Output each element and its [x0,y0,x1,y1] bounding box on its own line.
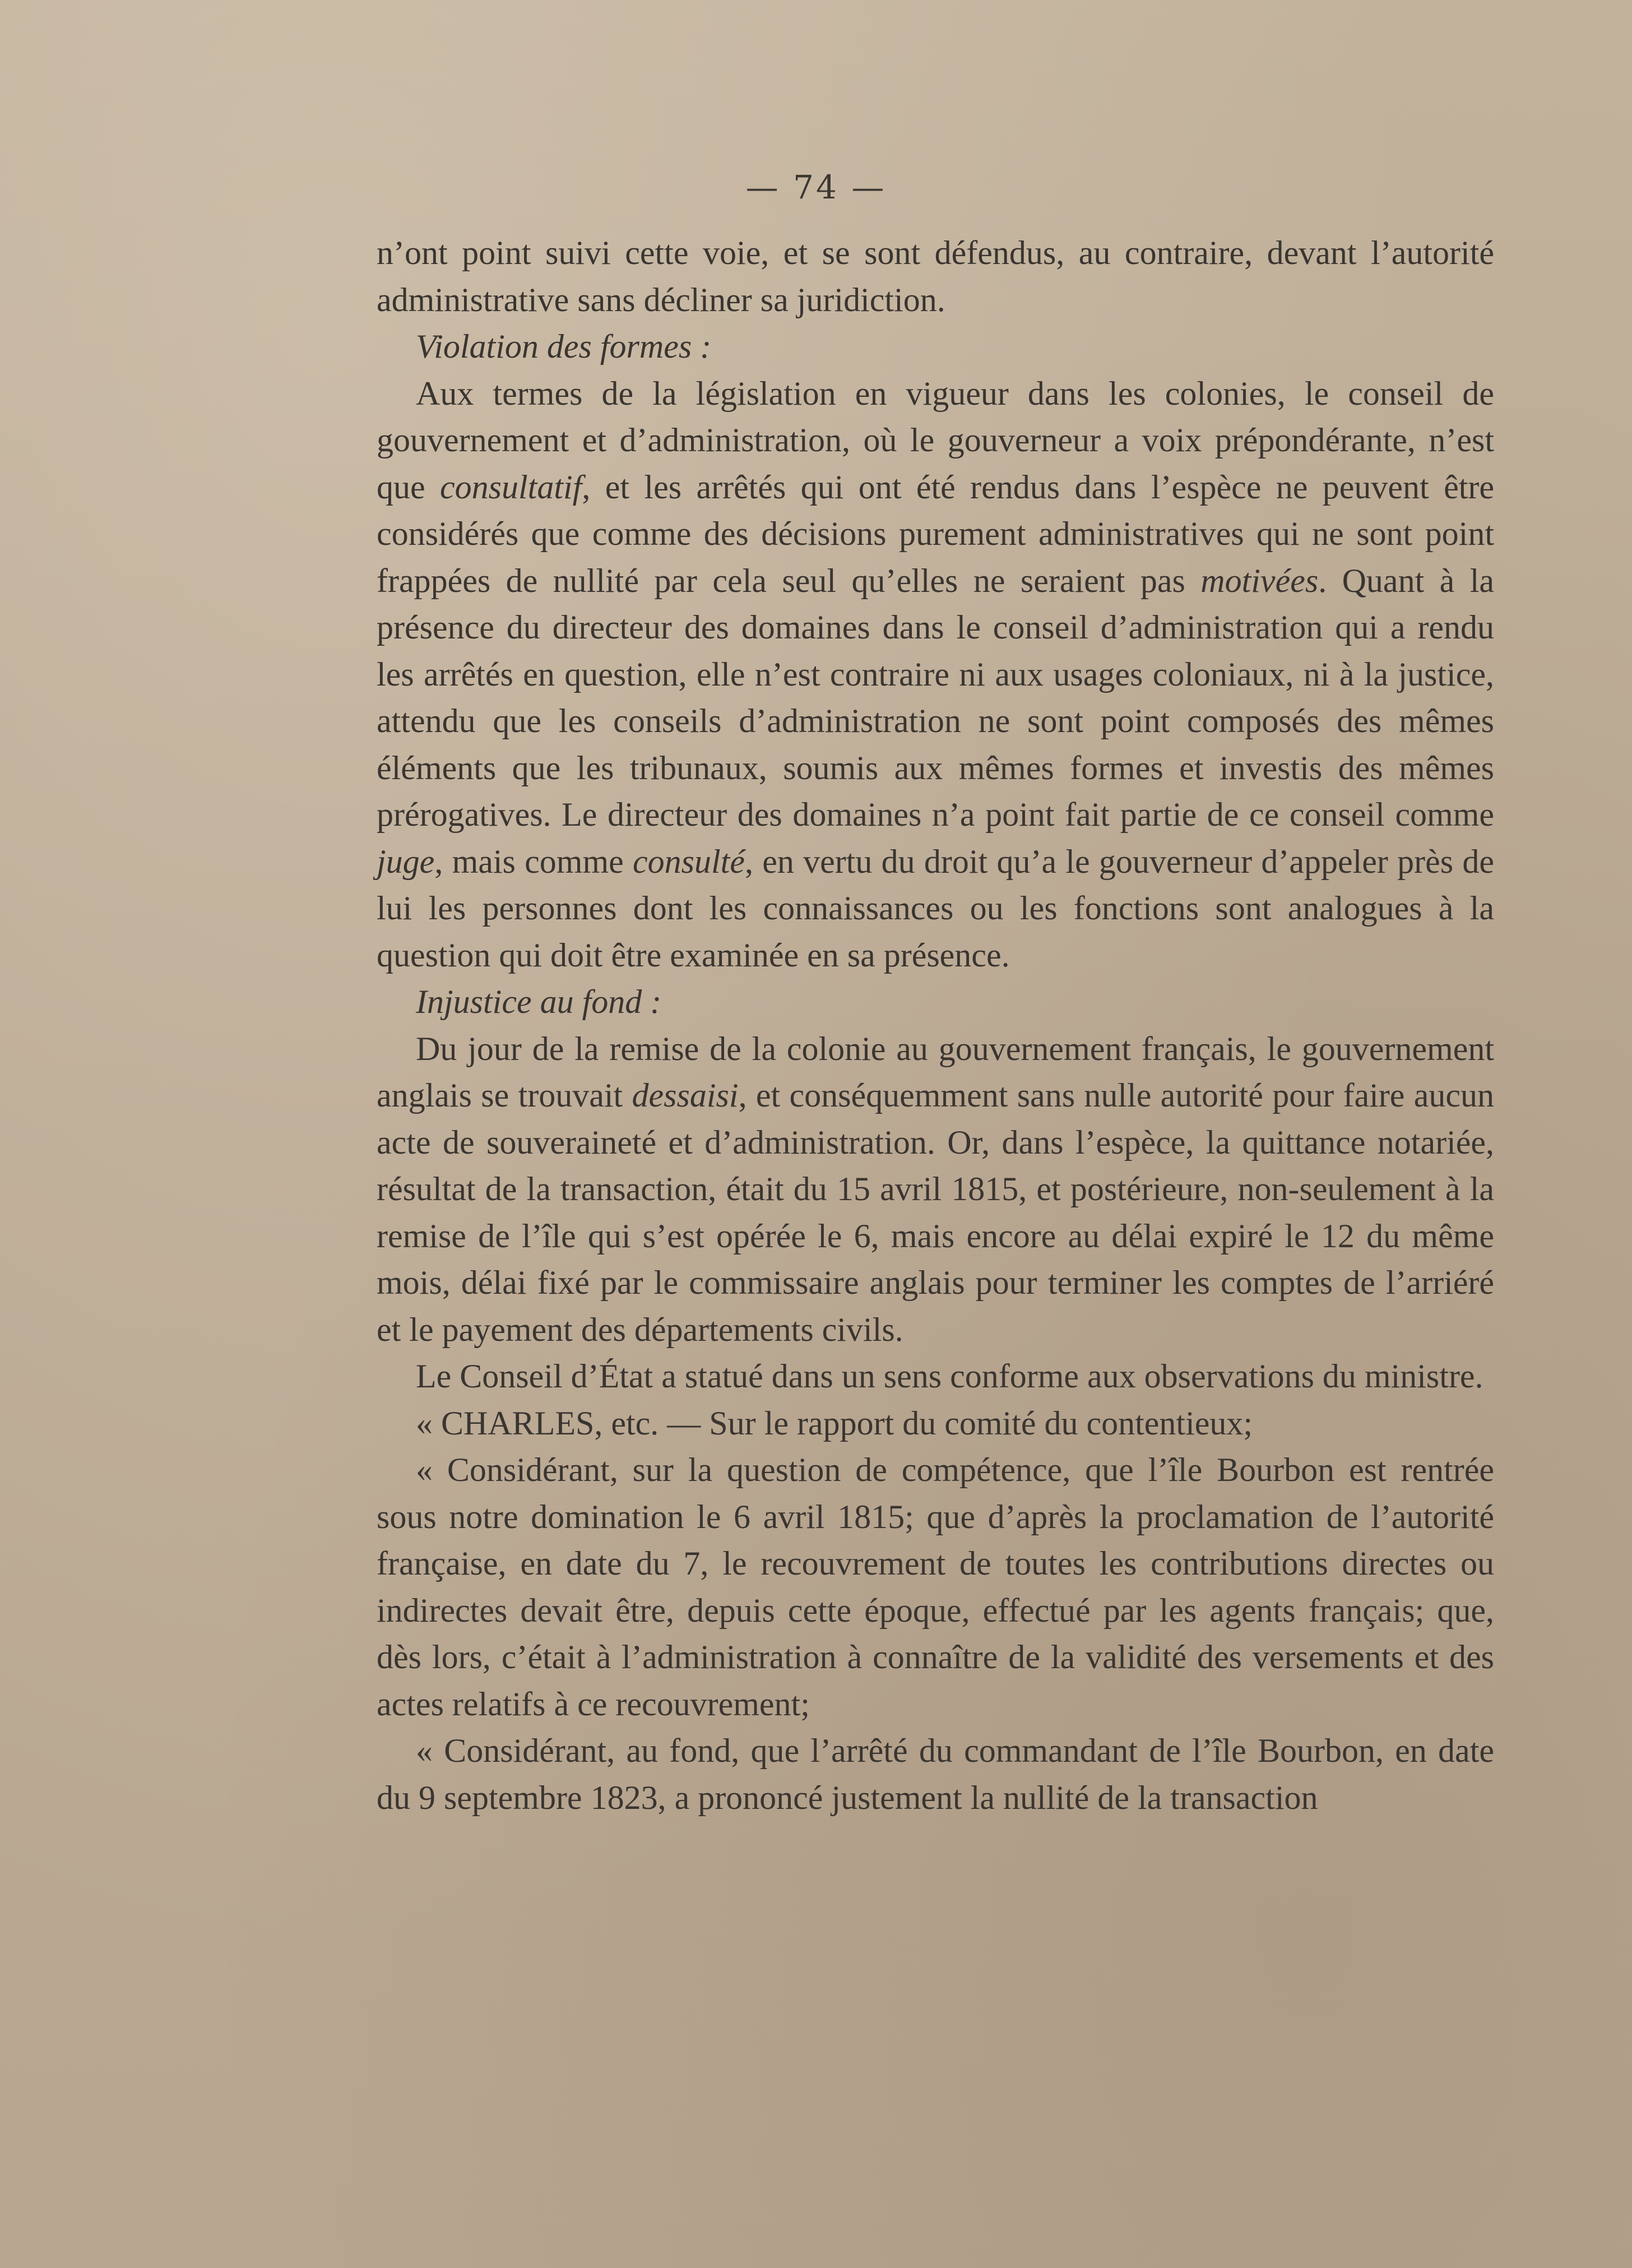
paragraph-violation [377,371,1494,979]
quote-considerant-competence: « Considérant, sur la question de compétence, que l’île Bourbon est rentrée sous notre domination le 6 avril 1815; que d’après la proclamation de l’autorité française, en date du 7, le recouvrement de toutes les contributions directes ou indirectes devait être, depuis cette époque, effectué par les agents français; que, dès lors, c’était à l’administration à connaître de la validité des versements et des actes relatifs à ce recouvrement; [377,1451,1494,1723]
quote-considerant-fond: « Considérant, au fond, que l’arrêté du commandant de l’île Bourbon, en date du 9 septembre 1823, a prononcé justement la nullité de la transaction [377,1732,1494,1816]
quote-charles: « CHARLES, etc. — Sur le rapport du comité du contentieux; [416,1404,1253,1442]
italic-term-consultatif: consultatif [440,468,582,506]
paragraph-intro: n’ont point suivi cette voie, et se sont défendus, au contraire, devant l’autorité administrative sans décliner sa juridiction. [377,234,1494,318]
heading-violation-des-formes: Violation des formes : [416,328,712,365]
text-run: , et conséquemment sans nulle autorité pour faire aucun acte de souveraineté et d’administration. Or, dans l’espèce, la quittance notariée, résultat de la transaction, était du 15 avril 1815, et postérieure, non-seulement à la remise de l’île qui s’est opérée le 6, mais encore au délai expiré le 12 du même mois, délai fixé par le commissaire anglais pour terminer les comptes de l’arriéré et le payement des départements civils. [377,1077,1495,1348]
text-run: , mais comme [434,843,633,880]
italic-term-juge: juge [377,843,435,880]
text-run: Du jour de la remise de la colonie au gouvernement français, le gouvernement anglais se trouvait [377,1030,1494,1114]
paragraph-injustice [377,1026,1494,1354]
text-run: . Quant à la présence du directeur des domaines dans le conseil d’administration qui a rendu les arrêtés en question, elle n’est contraire ni aux usages coloniaux, ni à la justice, attendu que les conseils d’administration ne sont point composés des mêmes éléments que les tribunaux, soumis aux mêmes formes et investis des mêmes prérogatives. Le directeur des domaines n’a point fait partie de ce conseil comme [377,562,1495,833]
text-run: , et les arrêtés qui ont été rendus dans l’espèce ne peuvent être considérés que comme des décisions purement administratives qui ne sont point frappées de nullité par cela seul qu’elles ne seraient pas [377,468,1494,599]
italic-term-dessaisi: dessaisi [632,1077,739,1114]
page-number: — 74 — [745,168,887,206]
body-text [377,230,1494,1821]
paragraph-conseil-etat: Le Conseil d’État a statué dans un sens conforme aux observations du ministre. [416,1358,1483,1395]
text-run: Aux termes de la législation en vigueur dans les colonies, le conseil de gouvernement et d’administration, où le gouverneur a voix prépondérante, n’est que [377,374,1494,506]
italic-term-consulte: consulté [633,843,745,880]
text-run: , en vertu du droit qu’a le gouverneur d’appeler près de lui les personnes dont les connaissances ou les fonctions sont analogues à la question qui doit être examinée en sa présence. [377,843,1495,974]
italic-term-motivees: motivées [1200,562,1319,599]
heading-injustice-au-fond: Injustice au fond : [416,983,662,1020]
